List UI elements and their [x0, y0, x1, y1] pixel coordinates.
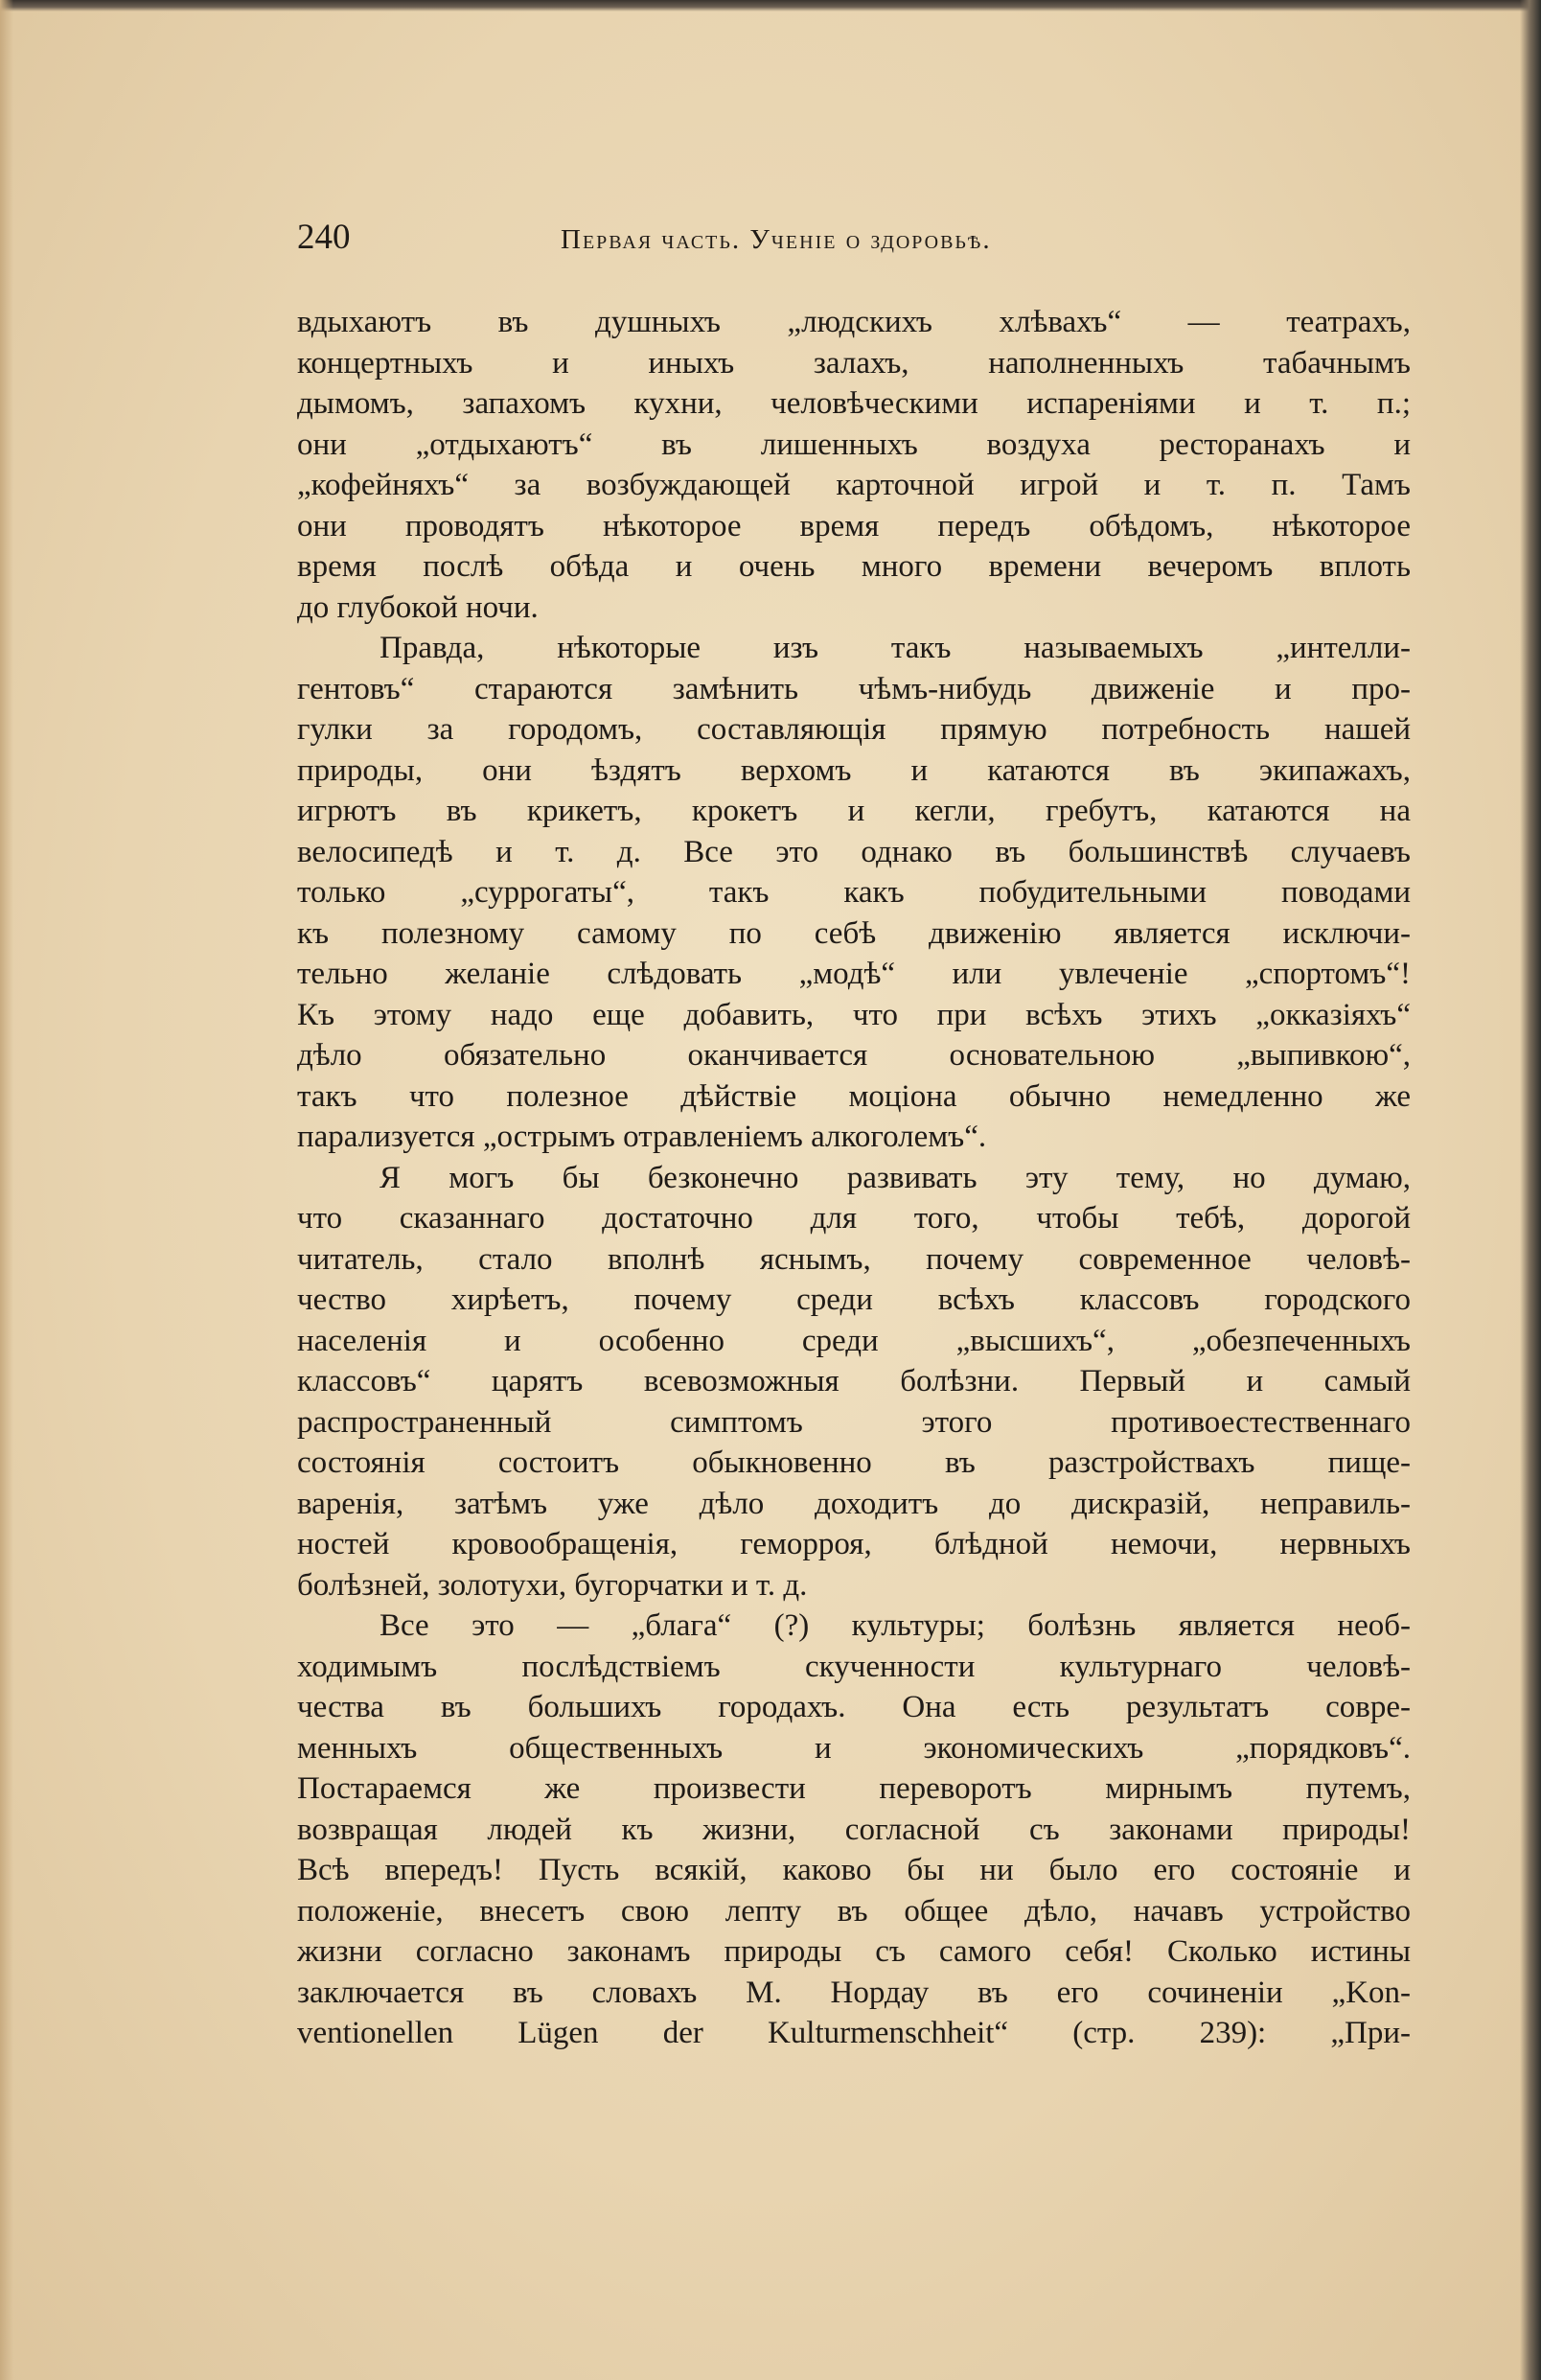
text-line: они „отдыхаютъ“ въ лишенныхъ воздуха ресторанахъ и: [297, 427, 1411, 462]
text-line: Къ этому надо еще добавить, что при всѣхъ этихъ „окказіяхъ“: [297, 997, 1411, 1032]
text-line: чества въ большихъ городахъ. Она есть результатъ совре-: [297, 1690, 1411, 1724]
text-line: жизни согласно законамъ природы съ самого себя! Сколько истины: [297, 1934, 1411, 1969]
body-text: [297, 302, 1411, 2054]
text-line: гентовъ“ стараются замѣнить чѣмъ-нибудь движеніе и про-: [297, 671, 1411, 706]
text-line: состоянія состоитъ обыкновенно въ разстройствахъ пище-: [297, 1445, 1411, 1480]
page-left-edge: [0, 0, 13, 2380]
text-line: возвращая людей къ жизни, согласной съ законами природы!: [297, 1812, 1411, 1847]
page-number: 240: [297, 218, 351, 257]
text-line: время послѣ обѣда и очень много времени вечеромъ вплоть: [297, 549, 1411, 584]
text-line: Я могъ бы безконечно развивать эту тему, но думаю,: [380, 1160, 1411, 1195]
text-line: парализуется „острымъ отравленіемъ алкоголемъ“.: [297, 1120, 987, 1154]
text-line: ностей кровообращенія, геморроя, блѣдной немочи, нервныхъ: [297, 1527, 1411, 1561]
text-line: концертныхъ и иныхъ залахъ, наполненныхъ табачнымъ: [297, 345, 1411, 381]
text-line: тельно желаніе слѣдовать „модѣ“ или увлеченіе „спортомъ“!: [297, 957, 1411, 991]
text-line: Все это — „блага“ (?) культуры; болѣзнь является необ-: [380, 1608, 1411, 1643]
text-line: дѣло обязательно оканчивается основательною „выпивкою“,: [297, 1038, 1411, 1073]
text-line: они проводятъ нѣкоторое время передъ обѣдомъ, нѣкоторое: [297, 508, 1411, 543]
text-line: вдыхаютъ въ душныхъ „людскихъ хлѣвахъ“ — театрахъ,: [297, 305, 1411, 339]
text-line: ventionellen Lügen der Kulturmenschheit“ (стр. 239): „При-: [297, 2016, 1411, 2050]
text-line: что сказаннаго достаточно для того, чтобы тебѣ, дорогой: [297, 1201, 1411, 1236]
text-line: читатель, стало вполнѣ яснымъ, почему современное человѣ-: [297, 1241, 1411, 1277]
text-line: такъ что полезное дѣйствіе моціона обычно немедленно же: [297, 1078, 1411, 1114]
text-line: только „суррогаты“, такъ какъ побудительными поводами: [297, 875, 1411, 910]
page-right-edge: [1520, 0, 1541, 2380]
text-line: игрютъ въ крикетъ, крокетъ и кегли, гребутъ, катаются на: [297, 794, 1411, 828]
text-line: чество хирѣетъ, почему среди всѣхъ классовъ городского: [297, 1282, 1411, 1317]
text-line: Всѣ впередъ! Пусть всякій, каково бы ни было его состояніе и: [297, 1853, 1411, 1887]
text-line: гулки за городомъ, составляющія прямую потребность нашей: [297, 712, 1411, 747]
text-line: заключается въ словахъ М. Нордау въ его сочиненіи „Kon-: [297, 1975, 1411, 2010]
running-head: Первая часть. Ученіе о здоровьѣ.: [561, 224, 992, 255]
text-line: классовъ“ царятъ всевозможныя болѣзни. Первый и самый: [297, 1364, 1411, 1398]
text-line: Правда, нѣкоторые изъ такъ называемыхъ „интелли-: [380, 631, 1411, 665]
text-line: къ полезному самому по себѣ движенію является исключи-: [297, 915, 1411, 951]
text-line: населенія и особенно среди „высшихъ“, „обезпеченныхъ: [297, 1323, 1411, 1358]
text-line: „кофейняхъ“ за возбуждающей карточной игрой и т. п. Тамъ: [297, 468, 1411, 502]
text-line: велосипедѣ и т. д. Все это однако въ большинствѣ случаевъ: [297, 834, 1411, 869]
text-line: ходимымъ послѣдствіемъ скученности культурнаго человѣ-: [297, 1649, 1411, 1684]
page-top-edge: [0, 0, 1541, 12]
text-line: болѣзней, золотухи, бугорчатки и т. д.: [297, 1567, 808, 1603]
text-line: менныхъ общественныхъ и экономическихъ „порядковъ“.: [297, 1730, 1411, 1766]
text-line: до глубокой ночи.: [297, 589, 539, 625]
text-line: варенія, затѣмъ уже дѣло доходитъ до дискразій, неправиль-: [297, 1486, 1411, 1521]
text-line: Постараемся же произвести переворотъ мирнымъ путемъ,: [297, 1771, 1411, 1806]
text-line: положеніе, внесетъ свою лепту въ общее дѣло, начавъ устройство: [297, 1893, 1411, 1929]
text-line: распространенный симптомъ этого противоестественнаго: [297, 1404, 1411, 1440]
text-line: природы, они ѣздятъ верхомъ и катаются въ экипажахъ,: [297, 752, 1411, 788]
text-line: дымомъ, запахомъ кухни, человѣческими испареніями и т. п.;: [297, 386, 1411, 421]
page-header: [297, 219, 1438, 257]
